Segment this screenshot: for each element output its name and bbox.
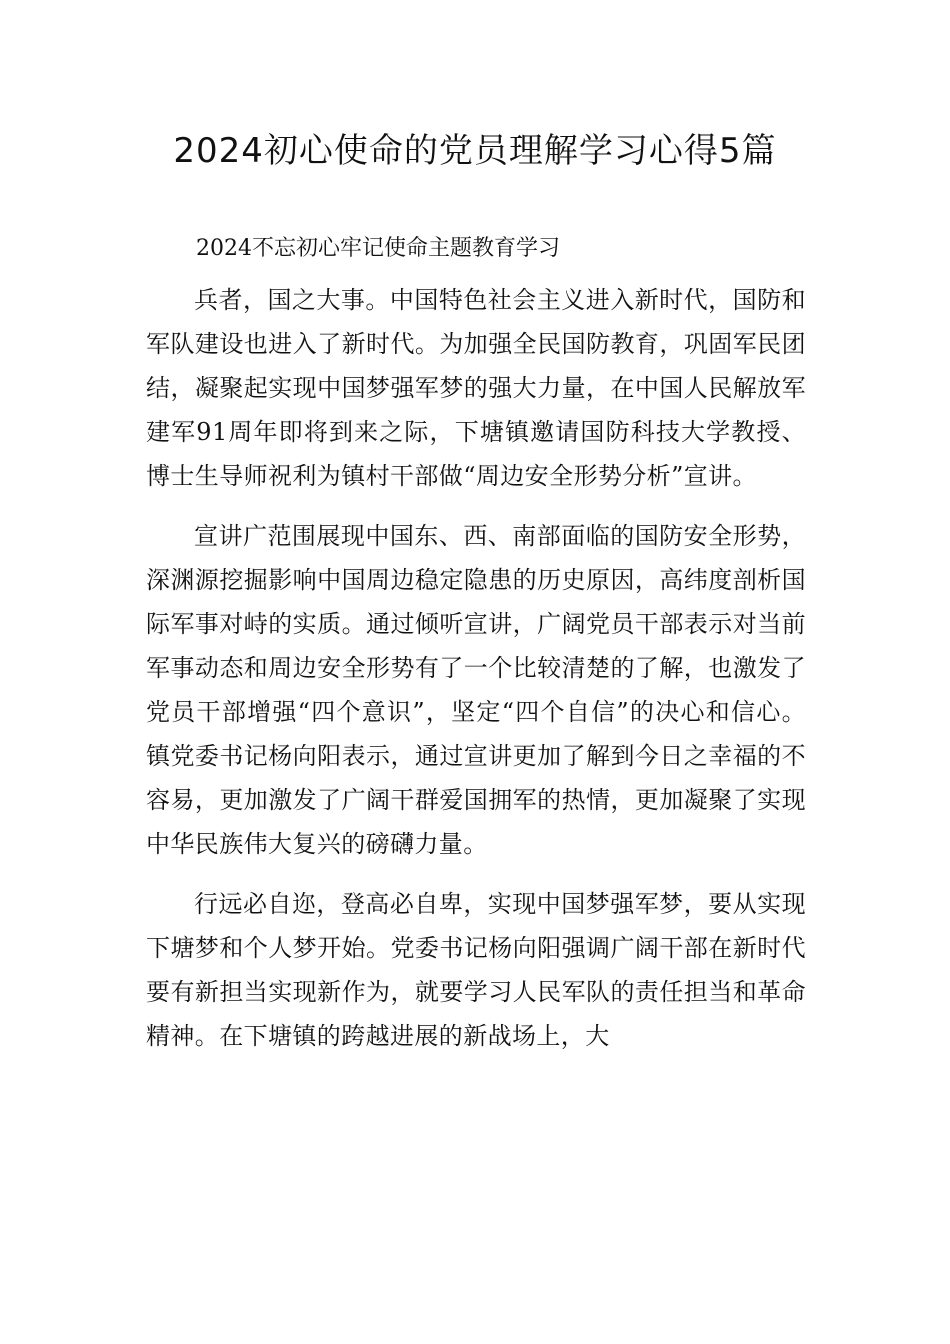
paragraph: 行远必自迩，登高必自卑，实现中国梦强军梦，要从实现下塘梦和个人梦开始。党委书记杨向阳强调广阔干部在新时代要有新担当实现新作为，就要学习人民军队的责任担当和革命精神。在下塘镇的跨越进展的新战场上，大	[146, 890, 806, 1050]
document-subtitle: 2024不忘初心牢记使命主题教育学习	[196, 236, 560, 261]
document-title: 2024初心使命的党员理解学习心得5篇	[173, 131, 777, 171]
paragraph: 兵者，国之大事。中国特色社会主义进入新时代，国防和军队建设也进入了新时代。为加强全民国防教育，巩固军民团结，凝聚起实现中国梦强军梦的强大力量，在中国人民解放军建军91周年即将到来之际，下塘镇邀请国防科技大学教授、博士生导师祝利为镇村干部做“周边安全形势分析”宣讲。	[146, 286, 806, 490]
paragraph: 宣讲广范围展现中国东、西、南部面临的国防安全形势，深渊源挖掘影响中国周边稳定隐患的历史原因，高纬度剖析国际军事对峙的实质。通过倾听宣讲，广阔党员干部表示对当前军事动态和周边安全形势有了一个比较清楚的了解，也激发了党员干部增强“四个意识”，坚定“四个自信”的决心和信心。镇党委书记杨向阳表示，通过宣讲更加了解到今日之幸福的不容易，更加激发了广阔干群爱国拥军的热情，更加凝聚了实现中华民族伟大复兴的磅礴力量。	[146, 522, 806, 858]
document-body	[146, 278, 806, 1074]
